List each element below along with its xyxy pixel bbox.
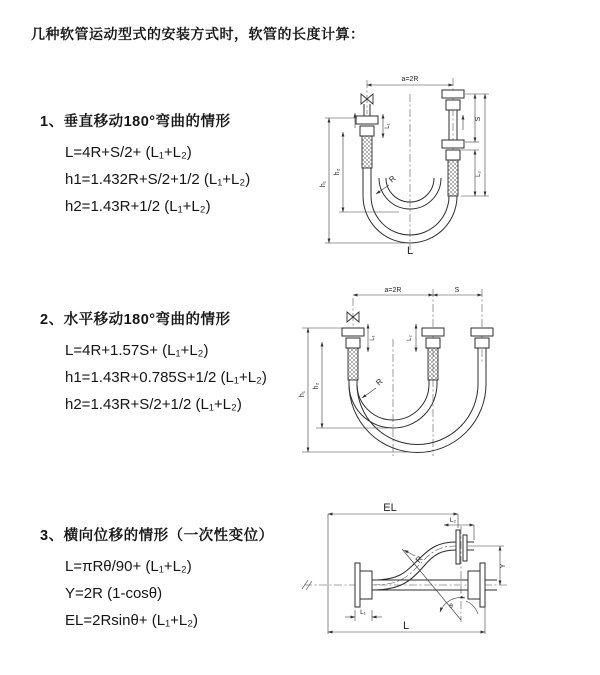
section-1-formulas [65,139,250,220]
dim-l1 [368,324,376,352]
hose-arcs [349,384,486,453]
radius-label: R [413,554,425,565]
dim-h1-label: h₁ [320,180,327,188]
centerlines [353,289,482,456]
dim-s-label: S [475,116,482,122]
dim-l2-label: L₂ [449,517,457,524]
dim-a2r [353,287,433,295]
section-1-heading: 1、垂直移动180°弯曲的情形 [40,114,231,130]
section-2-formulas [65,337,267,418]
formula-h1: h1=1.43R+0.785S+1/2 (L₁+L₂) [65,369,267,386]
left-hose-end [356,104,378,196]
dim-h1-label: h₁ [299,390,306,398]
radius-label: R [374,376,385,388]
formula-length: L=πRθ/90+ (L₁+L₂) [65,558,192,575]
middle-hose-end [422,328,444,384]
left-hose-end [342,328,364,384]
formula-h1: h1=1.432R+S/2+1/2 (L₁+L₂) [65,171,251,188]
dim-l1 [383,114,391,138]
diagram-vertical-u-bend [313,66,598,258]
dim-a2r-label: a=2R [384,287,402,294]
left-flange [355,563,372,607]
dim-length-label: L [402,620,410,632]
centerlines [367,78,453,250]
formula-length: L=4R+1.57S+ (L₁+L₂) [65,342,209,359]
dim-h2-label: h₂ [334,168,341,176]
dim-l1 [345,609,382,621]
upper-flange [456,530,474,564]
displaced-hose [372,542,456,590]
section-2 [40,308,267,418]
dim-el [328,502,458,634]
dim-a2r [367,76,453,85]
formula-y: Y=2R (1-cosθ) [65,585,163,602]
radius-callout [362,377,385,398]
section-3-formulas [65,553,274,634]
dim-a2r-label: a=2R [401,76,419,83]
page-title: 几种软管运动型式的安装方式时，软管的长度计算： [31,26,365,42]
diagram-horizontal-u-bend [286,284,586,462]
formula-h2: h2=1.43R+1/2 (L₁+L₂) [65,198,211,215]
right-flange [468,563,497,607]
dim-y-label: Y [500,563,507,569]
dim-s [465,94,489,142]
dim-h2-label: h₂ [313,382,320,390]
dim-l2-label: L₂ [476,171,482,177]
dim-l2 [407,324,416,352]
dim-l1-label: L₁ [385,123,391,129]
formula-length: L=4R+S/2+ (L₁+L₂) [65,144,192,161]
diagram-lateral-displacement [298,502,598,652]
dim-s [433,287,482,295]
angle-label: θ [449,603,453,610]
dim-l1-label: L₁ [360,609,366,616]
dim-l2-label: L₂ [407,335,413,341]
section-1 [40,110,250,220]
dim-el-label: EL [383,502,397,514]
dim-length [328,607,485,634]
dim-s-label: S [454,287,460,294]
radius-label: R [387,173,398,185]
right-hose-end [442,90,464,196]
formula-h2: h2=1.43R+S/2+1/2 (L₁+L₂) [65,396,242,413]
formula-el: EL=2Rsinθ+ (L₁+L₂) [65,612,199,629]
section-3-heading: 3、横向位移的情形（一次性变位） [40,528,274,544]
section-3 [40,524,274,634]
dim-l1-label: L₁ [370,335,376,341]
section-2-heading: 2、水平移动180°弯曲的情形 [40,312,231,328]
dim-length-label: L [406,245,414,257]
